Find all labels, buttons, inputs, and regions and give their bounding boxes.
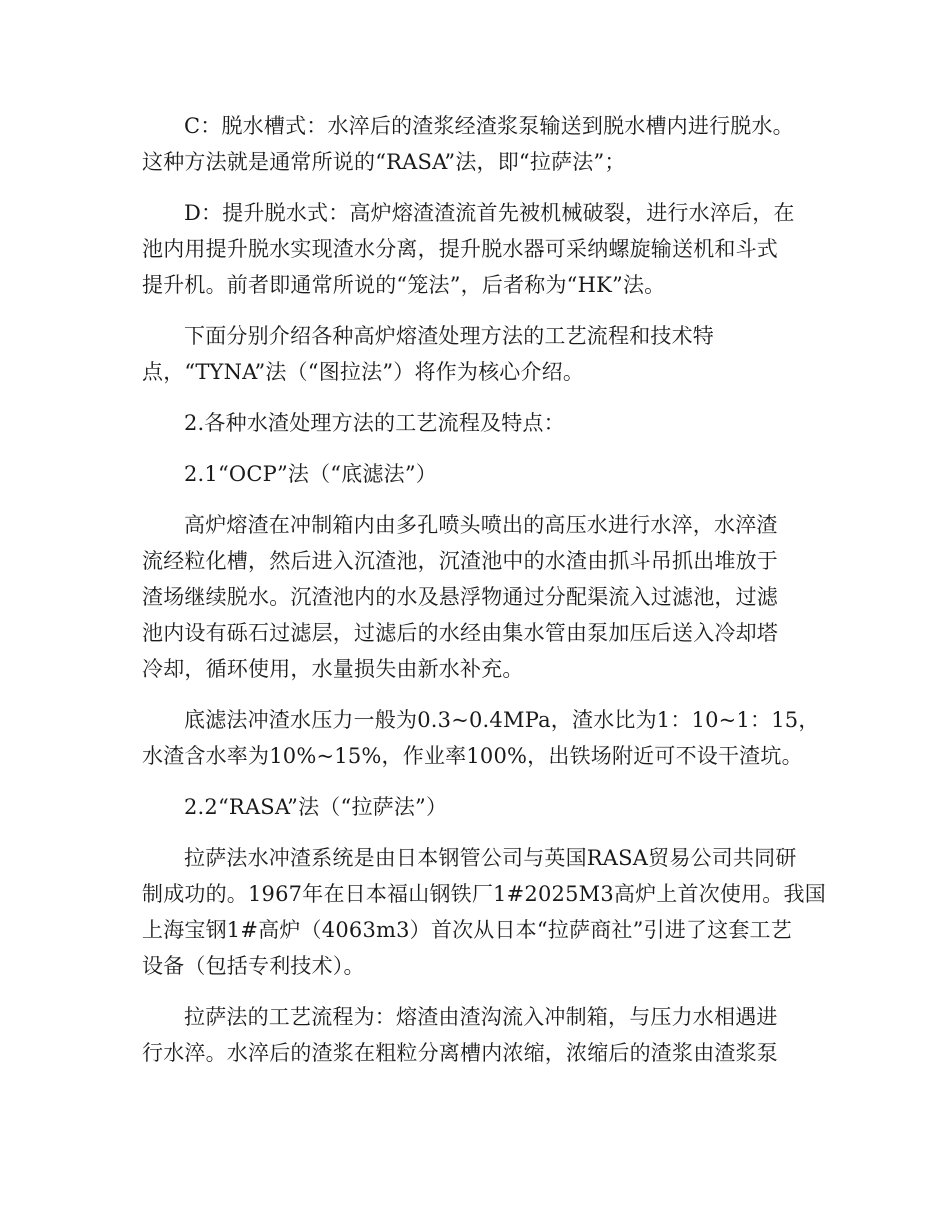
- paragraph-line: 流经粒化槽，然后进入沉渣池，沉渣池中的水渣由抓斗吊抓出堆放于: [142, 549, 778, 573]
- paragraph-line: 2.1“OCP”法（“底滤法”）: [184, 462, 437, 486]
- paragraph-line: C：脱水槽式：水淬后的渣浆经渣浆泵输送到脱水槽内进行脱水。: [184, 114, 794, 138]
- paragraph-line: 下面分别介绍各种高炉熔渣处理方法的工艺流程和技术特: [184, 324, 714, 348]
- paragraph-line: D：提升脱水式：高炉熔渣渣流首先被机械破裂，进行水淬后，在: [184, 201, 795, 225]
- paragraph: [142, 456, 808, 492]
- paragraph: [142, 108, 808, 180]
- paragraph: [142, 318, 808, 390]
- paragraph-line: 上海宝钢1#高炉（4063m3）首次从日本“拉萨商社”引进了这套工艺: [142, 918, 792, 942]
- paragraph-line: 行水淬。水淬后的渣浆在粗粒分离槽内浓缩，浓缩后的渣浆由渣浆泵: [142, 1041, 778, 1065]
- paragraph: [142, 702, 820, 774]
- paragraph-line: 拉萨法的工艺流程为：熔渣由渣沟流入冲制箱，与压力水相遇进: [184, 1005, 778, 1029]
- paragraph-line: 冷却，循环使用，水量损失由新水补充。: [142, 657, 524, 681]
- paragraph-line: 渣场继续脱水。沉渣池内的水及悬浮物通过分配渠流入过滤池，过滤: [142, 585, 778, 609]
- paragraph-line: 制成功的。1967年在日本福山钢铁厂1#2025M3高炉上首次使用。我国: [142, 882, 826, 906]
- paragraph-line: 高炉熔渣在冲制箱内由多孔喷头喷出的高压水进行水淬，水淬渣: [184, 513, 778, 537]
- paragraph: [142, 195, 808, 303]
- paragraph: [142, 840, 826, 984]
- paragraph-line: 2.各种水渣处理方法的工艺流程及特点：: [184, 411, 565, 435]
- paragraph-line: 池内设有砾石过滤层，过滤后的水经由集水管由泵加压后送入冷却塔: [142, 621, 778, 645]
- paragraph: [142, 789, 808, 825]
- paragraph-line: 2.2“RASA”法（“拉萨法”）: [184, 795, 448, 819]
- paragraph-line: 拉萨法水冲渣系统是由日本钢管公司与英国RASA贸易公司共同研: [184, 846, 797, 870]
- paragraph-line: 点，“TYNA”法（“图拉法”）将作为核心介绍。: [142, 360, 585, 384]
- paragraph: [142, 507, 808, 687]
- paragraph-line: 这种方法就是通常所说的“RASA”法，即“拉萨法”；: [142, 150, 626, 174]
- paragraph-line: 设备（包括专利技术）。: [142, 954, 365, 978]
- paragraph: [142, 405, 808, 441]
- paragraph: [142, 999, 808, 1071]
- paragraph-line: 提升机。前者即通常所说的“笼法”，后者称为“HK”法。: [142, 273, 666, 297]
- paragraph-line: 底滤法冲渣水压力一般为0.3~0.4MPa，渣水比为1：10~1：15，: [184, 708, 820, 732]
- paragraph-line: 池内用提升脱水实现渣水分离，提升脱水器可采纳螺旋输送机和斗式: [142, 237, 778, 261]
- paragraph-line: 水渣含水率为10%~15%，作业率100%，出铁场附近可不设干渣坑。: [142, 744, 803, 768]
